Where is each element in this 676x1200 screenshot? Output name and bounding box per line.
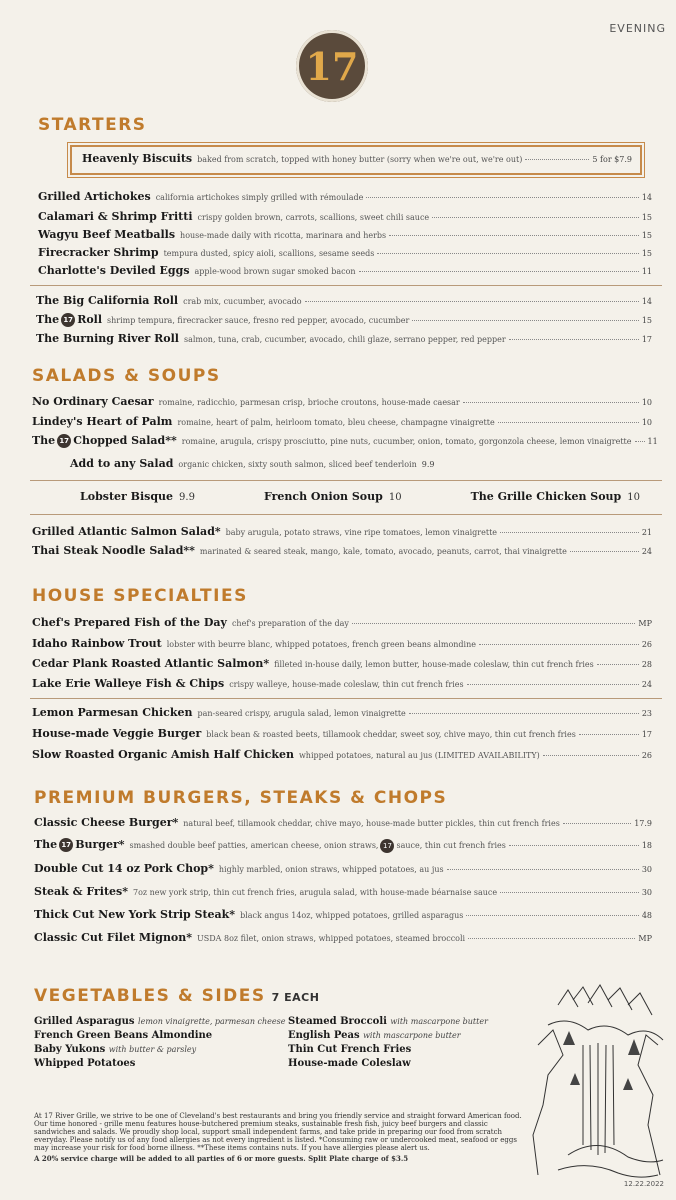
menu-item <box>38 246 652 259</box>
item-name <box>32 434 177 448</box>
item-price: 14 <box>641 193 652 202</box>
leader-dots <box>389 235 639 236</box>
item-desc: black angus 14oz, whipped potatoes, grilled asparagus <box>240 911 464 920</box>
divider <box>30 698 662 699</box>
leader-dots <box>432 217 639 218</box>
item-price: 15 <box>641 231 652 240</box>
side-item <box>288 1044 488 1055</box>
leader-dots <box>352 623 635 624</box>
item-price: 17 <box>641 730 652 739</box>
item-name: Thick Cut New York Strip Steak* <box>34 908 236 921</box>
sides-column-left <box>34 1016 285 1072</box>
item-price: 24 <box>641 680 652 689</box>
soup-item <box>264 490 402 503</box>
item-name: Double Cut 14 oz Pork Chop* <box>34 862 214 875</box>
item-name: Grilled Artichokes <box>38 190 151 203</box>
item-price: 11 <box>647 437 658 446</box>
item-desc: marinated & seared steak, mango, kale, tomato, avocado, peanuts, carrot, thai vinaigrette <box>199 547 567 556</box>
item-desc: crispy golden brown, carrots, scallions, sweet chili sauce <box>197 213 430 222</box>
item-name: Thai Steak Noodle Salad** <box>32 544 195 557</box>
menu-item <box>32 637 652 650</box>
seventeen-badge-icon: 17 <box>380 839 394 853</box>
item-price: 5 for $7.9 <box>592 155 632 164</box>
item-price: 14 <box>641 297 652 306</box>
item-desc: romaine, arugula, crispy prosciutto, pine nuts, cucumber, onion, tomato, gorgonzola cheese, lemon vinaigrette <box>181 437 632 446</box>
item-name: The Burning River Roll <box>36 332 179 345</box>
item-name <box>34 838 125 852</box>
soups-row <box>80 490 640 503</box>
item-name: The Grille Chicken Soup <box>470 490 622 503</box>
item-name: Classic Cut Filet Mignon* <box>34 931 193 944</box>
name-suffix: Chopped Salad** <box>73 434 177 447</box>
leader-dots <box>570 551 639 552</box>
name-prefix: The <box>36 313 60 326</box>
item-name: Slow Roasted Organic Amish Half Chicken <box>32 748 294 761</box>
side-item <box>34 1016 285 1027</box>
soup-item <box>471 490 640 503</box>
item-desc: lobster with beurre blanc, whipped potatoes, french green beans almondine <box>166 640 476 649</box>
item-price: 9.9 <box>421 460 435 469</box>
menu-item <box>32 657 652 670</box>
side-item <box>288 1058 488 1069</box>
menu-item <box>32 677 652 690</box>
item-desc: USDA 8oz filet, onion straws, whipped potatoes, steamed broccoli <box>197 934 466 943</box>
footer <box>34 1112 524 1163</box>
item-desc: lemon vinaigrette, parmesan cheese <box>138 1017 286 1026</box>
item-price: 17 <box>641 335 652 344</box>
seventeen-badge-icon: 17 <box>61 313 75 327</box>
item-name: Baby Yukons <box>34 1044 106 1055</box>
leader-dots <box>447 869 639 870</box>
menu-item <box>32 727 652 740</box>
item-name: No Ordinary Caesar <box>32 395 154 408</box>
section-title-burgers: PREMIUM BURGERS, STEAKS & CHOPS <box>34 788 448 808</box>
item-name: Grilled Atlantic Salmon Salad* <box>32 525 221 538</box>
item-name: English Peas <box>288 1030 360 1041</box>
item-desc: chef's preparation of the day <box>231 619 349 628</box>
menu-item <box>34 838 652 853</box>
item-price: 11 <box>641 267 652 276</box>
menu-item <box>34 885 652 898</box>
item-desc: whipped potatoes, natural au jus (LIMITED AVAILABILITY) <box>298 751 540 760</box>
item-desc: california artichokes simply grilled with rémoulade <box>155 193 364 202</box>
leader-dots <box>509 845 639 846</box>
item-desc: with butter & parsley <box>108 1045 197 1054</box>
section-title-starters: STARTERS <box>38 115 147 135</box>
item-desc: baked from scratch, topped with honey butter (sorry when we're out, we're out) <box>197 155 523 164</box>
menu-item <box>38 264 652 277</box>
side-item <box>288 1016 488 1027</box>
menu-item <box>36 332 652 345</box>
item-price: 10 <box>641 418 652 427</box>
leader-dots <box>409 713 639 714</box>
menu-item <box>34 862 652 875</box>
item-price: 15 <box>641 213 652 222</box>
menu-item <box>32 415 652 428</box>
menu-item <box>36 313 652 327</box>
item-price: 24 <box>641 547 652 556</box>
menu-item <box>32 748 652 761</box>
menu-item <box>32 395 652 408</box>
item-price: 28 <box>641 660 652 669</box>
item-desc: 7oz new york strip, thin cut french fries, arugula salad, with house-made béarnaise sauce <box>132 888 498 897</box>
section-title-house: HOUSE SPECIALTIES <box>32 586 248 606</box>
menu-item <box>32 525 652 538</box>
menu-item <box>32 544 652 557</box>
menu-item <box>34 908 652 921</box>
item-name: Thin Cut French Fries <box>288 1044 412 1055</box>
name-prefix: The <box>34 838 58 851</box>
item-name: Lemon Parmesan Chicken <box>32 706 193 719</box>
item-price: 15 <box>641 249 652 258</box>
item-name: Firecracker Shrimp <box>38 246 159 259</box>
leader-dots <box>412 320 639 321</box>
menu-item <box>38 210 652 223</box>
item-price: 48 <box>641 911 652 920</box>
item-name: Lindey's Heart of Palm <box>32 415 173 428</box>
divider <box>30 514 662 515</box>
menu-period-label: EVENING <box>609 22 666 35</box>
item-desc: natural beef, tillamook cheddar, chive mayo, house-made butter pickles, thin cut french fries <box>183 819 560 828</box>
leader-dots <box>466 915 638 916</box>
side-item <box>34 1044 285 1055</box>
item-name <box>36 313 102 327</box>
item-desc: salmon, tuna, crab, cucumber, avocado, chili glaze, serrano pepper, red pepper <box>183 335 506 344</box>
item-desc <box>130 839 506 853</box>
leader-dots <box>500 892 639 893</box>
leader-dots <box>635 441 645 442</box>
section-title-sides <box>34 986 319 1006</box>
item-desc: crispy walleye, house-made coleslaw, thin cut french fries <box>229 680 464 689</box>
desc-part: sauce, thin cut french fries <box>396 841 506 850</box>
item-name: Cedar Plank Roasted Atlantic Salmon* <box>32 657 270 670</box>
item-price: 10 <box>627 492 640 503</box>
item-desc: romaine, heart of palm, heirloom tomato, bleu cheese, champagne vinaigrette <box>177 418 495 427</box>
soup-item <box>80 490 195 503</box>
leader-dots <box>525 159 589 160</box>
service-charge-note: A 20% service charge will be added to all parties of 6 or more guests. Split Plate charge of $3.5 <box>34 1154 409 1163</box>
item-desc: with mascarpone butter <box>363 1031 461 1040</box>
section-title-salads: SALADS & SOUPS <box>32 366 221 386</box>
leader-dots <box>500 532 639 533</box>
logo-text: 17 <box>305 43 359 89</box>
item-desc: highly marbled, onion straws, whipped potatoes, au jus <box>218 865 444 874</box>
side-item <box>34 1058 285 1069</box>
item-name: Whipped Potatoes <box>34 1058 136 1069</box>
menu-item <box>34 816 652 829</box>
item-desc: pan-seared crispy, arugula salad, lemon vinaigrette <box>197 709 406 718</box>
item-name: Steamed Broccoli <box>288 1016 387 1027</box>
item-price: 9.9 <box>179 492 195 503</box>
leader-dots <box>563 823 631 824</box>
item-price: MP <box>638 934 652 943</box>
name-suffix: Burger* <box>75 838 125 851</box>
leader-dots <box>543 755 639 756</box>
leader-dots <box>305 301 639 302</box>
item-price: 26 <box>641 751 652 760</box>
restaurant-logo <box>296 30 368 102</box>
menu-item <box>32 616 652 629</box>
menu-date: 12.22.2022 <box>623 1180 664 1188</box>
leader-dots <box>509 339 639 340</box>
menu-item <box>38 190 652 203</box>
item-name: The Big California Roll <box>36 294 179 307</box>
item-name: Calamari & Shrimp Fritti <box>38 210 193 223</box>
menu-item <box>34 931 652 944</box>
sides-column-right <box>288 1016 488 1072</box>
item-desc: filleted in-house daily, lemon butter, house-made coleslaw, thin cut french fries <box>274 660 594 669</box>
item-name: House-made Veggie Burger <box>32 727 202 740</box>
item-name: Chef's Prepared Fish of the Day <box>32 616 227 629</box>
item-desc: romaine, radicchio, parmesan crisp, brioche croutons, house-made caesar <box>158 398 460 407</box>
item-name: Heavenly Biscuits <box>82 152 193 165</box>
leader-dots <box>479 644 639 645</box>
name-prefix: The <box>32 434 56 447</box>
item-price: 23 <box>641 709 652 718</box>
divider <box>30 285 662 286</box>
item-desc: black bean & roasted beets, tillamook cheddar, sweet soy, chive mayo, thin cut french fries <box>206 730 576 739</box>
item-price: 15 <box>641 316 652 325</box>
leader-dots <box>498 422 639 423</box>
waterfall-illustration <box>528 985 668 1185</box>
item-name: French Onion Soup <box>264 490 383 503</box>
leader-dots <box>463 402 639 403</box>
item-price: 26 <box>641 640 652 649</box>
item-price: 18 <box>641 841 652 850</box>
menu-item <box>36 294 652 307</box>
item-name: House-made Coleslaw <box>288 1058 411 1069</box>
side-item <box>288 1030 488 1041</box>
salad-addon <box>70 457 530 470</box>
item-desc: with mascarpone butter <box>390 1017 488 1026</box>
leader-dots <box>359 271 639 272</box>
item-desc: baby arugula, potato straws, vine ripe tomatoes, lemon vinaigrette <box>225 528 498 537</box>
item-name: Lake Erie Walleye Fish & Chips <box>32 677 225 690</box>
item-price: 30 <box>641 865 652 874</box>
leader-dots <box>366 197 638 198</box>
leader-dots <box>377 253 638 254</box>
item-price: MP <box>638 619 652 628</box>
item-name: Charlotte's Deviled Eggs <box>38 264 190 277</box>
item-desc: tempura dusted, spicy aioli, scallions, sesame seeds <box>163 249 375 258</box>
seventeen-badge-icon: 17 <box>59 838 73 852</box>
item-desc: shrimp tempura, firecracker sauce, fresno red pepper, avocado, cucumber <box>107 316 410 325</box>
item-name: French Green Beans Almondine <box>34 1030 213 1041</box>
item-price: 30 <box>641 888 652 897</box>
leader-dots <box>597 664 639 665</box>
item-price: 10 <box>641 398 652 407</box>
item-name: Wagyu Beef Meatballs <box>38 228 176 241</box>
divider <box>30 480 662 481</box>
item-name: Add to any Salad <box>70 457 174 470</box>
item-desc: organic chicken, sixty south salmon, sliced beef tenderloin <box>178 460 417 469</box>
item-name: Classic Cheese Burger* <box>34 816 179 829</box>
item-desc: apple-wood brown sugar smoked bacon <box>194 267 356 276</box>
footer-text: At 17 River Grille, we strive to be one of Cleveland's best restaurants and bring you friendly service and straight forward American food. Our time honored - grille menu features house-butchered premium steaks, sustainable fresh fish, juicy beef burgers and classic sandwiches and salads. We proudly shop local, support small independent farms, and take pride in preparing our food from scratch everyday. Please notify us of any food allergies as not every ingredient is listed. *Consuming raw or undercooked meat, seafood or eggs may increase your risk for food borne illness. **These items contains nuts. If you have allergies please alert us. <box>34 1112 522 1152</box>
featured-item <box>82 152 632 165</box>
item-desc: house-made daily with ricotta, marinara and herbs <box>180 231 387 240</box>
leader-dots <box>468 938 635 939</box>
item-name: Idaho Rainbow Trout <box>32 637 162 650</box>
sides-price: 7 EACH <box>271 991 320 1004</box>
section-title-text: VEGETABLES & SIDES <box>34 986 266 1006</box>
side-item <box>34 1030 285 1041</box>
leader-dots <box>467 684 639 685</box>
item-price: 21 <box>641 528 652 537</box>
desc-part: smashed double beef patties, american cheese, onion straws, <box>129 841 379 850</box>
item-name: Steak & Frites* <box>34 885 128 898</box>
leader-dots <box>579 734 639 735</box>
item-price: 17.9 <box>634 819 652 828</box>
item-name: Lobster Bisque <box>80 490 174 503</box>
item-name: Grilled Asparagus <box>34 1016 135 1027</box>
menu-item <box>32 434 658 448</box>
menu-item <box>32 706 652 719</box>
item-price: 10 <box>388 492 402 503</box>
seventeen-badge-icon: 17 <box>57 434 71 448</box>
item-desc: crab mix, cucumber, avocado <box>183 297 302 306</box>
name-suffix: Roll <box>77 313 103 326</box>
menu-item <box>38 228 652 241</box>
